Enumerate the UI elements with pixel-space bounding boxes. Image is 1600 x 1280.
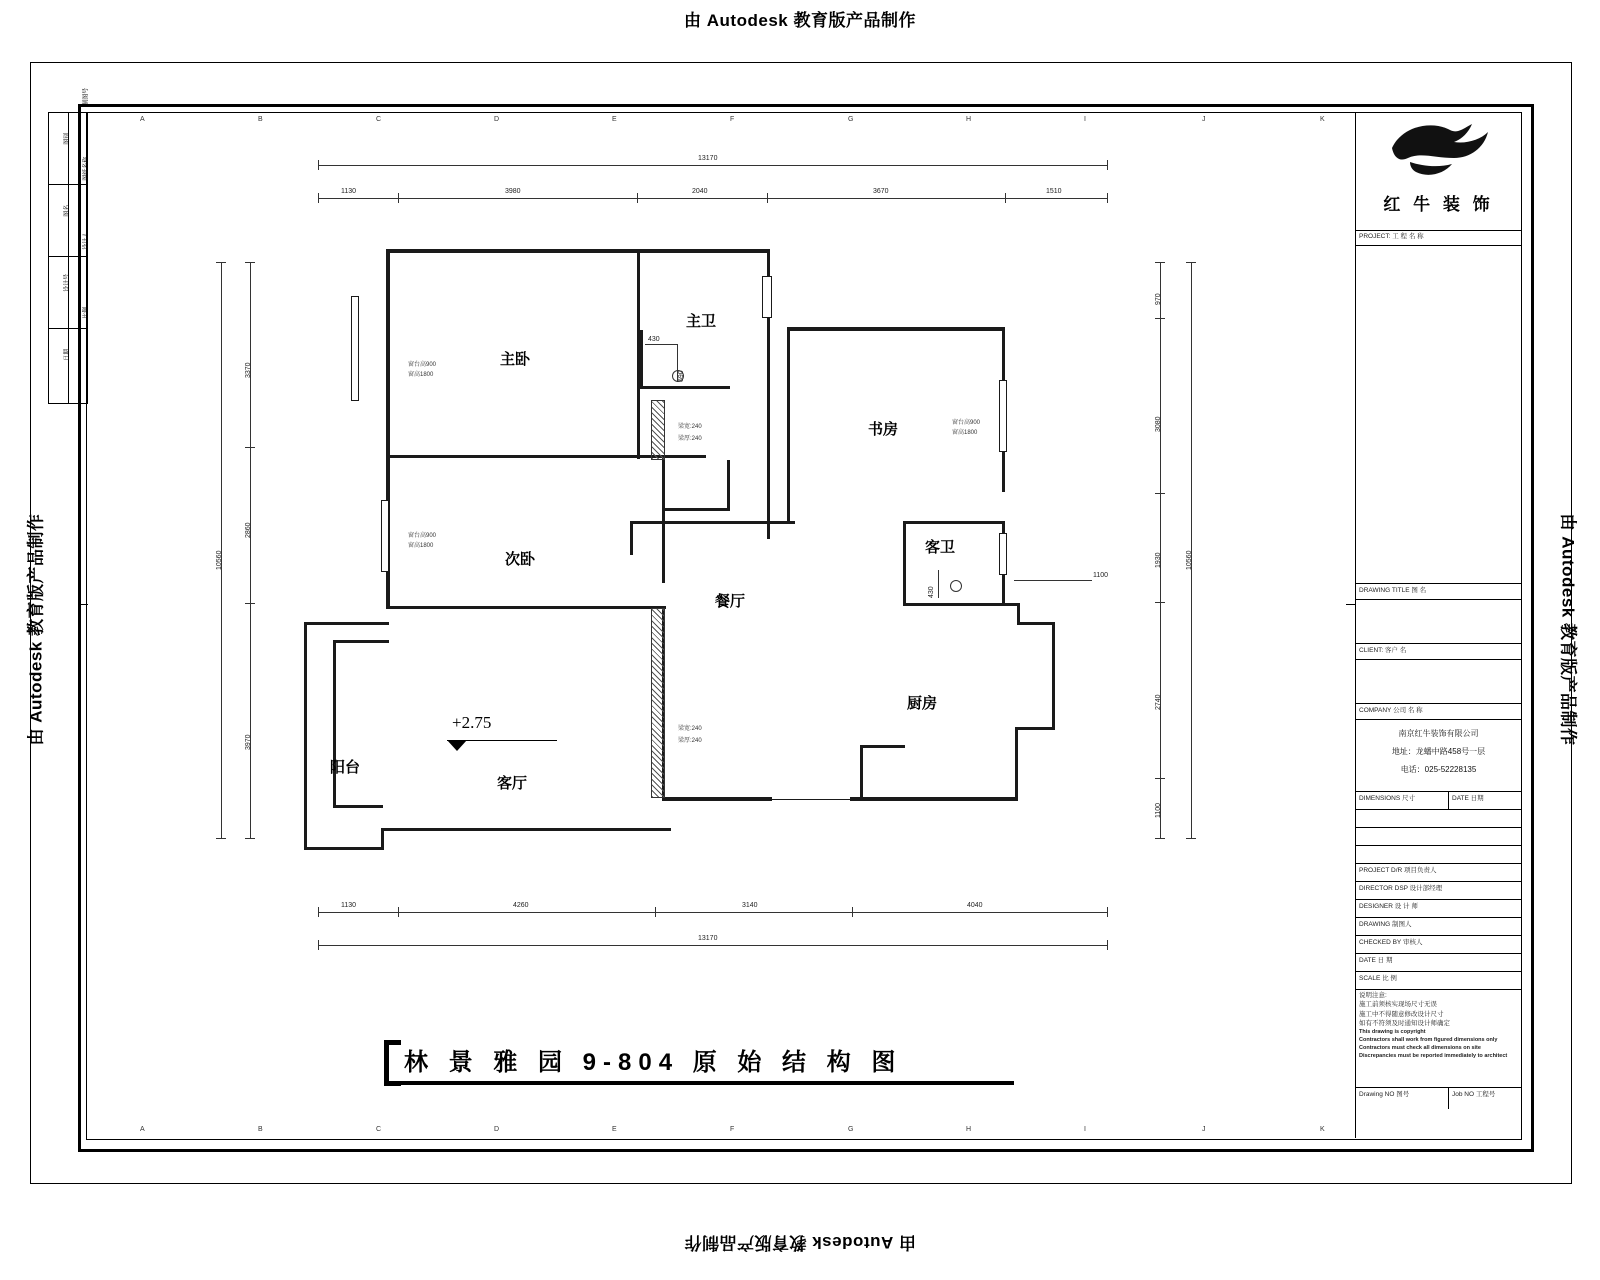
dim-interior-1100-line (1014, 580, 1092, 581)
drawing-title: 林 景 雅 园 9-804 原 始 结 构 图 (404, 1049, 903, 1076)
dim-bottom-seg-3: 4040 (967, 902, 983, 909)
dim-top-total-line (318, 165, 1108, 166)
index-cell-1-top: 图名 (64, 204, 71, 217)
door-line-living (772, 799, 850, 800)
tb-blank-2 (1356, 600, 1521, 644)
note-cn-3: 如有不符须及时通知设计师确定 (1359, 1020, 1450, 1028)
title-underline-2 (384, 1084, 1014, 1085)
dim-right-seg-2: 1930 (1155, 552, 1162, 568)
dim-top-seg-tick-5 (1107, 193, 1108, 203)
index-strip (48, 87, 90, 404)
room-label-balcony: 阳台 (330, 759, 361, 776)
note-cn-0: 说明注意: (1359, 992, 1387, 999)
window-mark-second-b: 窗高1800 (408, 543, 434, 549)
dim-top-seg-1: 3980 (505, 188, 521, 195)
watermark-top: 由 Autodesk 教育版产品制作 (684, 11, 916, 30)
dim-right-tick-4 (1155, 778, 1165, 779)
room-label-master-bath: 主卫 (686, 313, 717, 330)
note-en-3: Discrepancies must be reported immediately to architect (1359, 1052, 1508, 1059)
title-block (1355, 112, 1521, 1138)
window-master-bedroom (351, 296, 359, 401)
beam-hatch-lower (651, 608, 665, 798)
wall-dining-bottom (662, 797, 772, 801)
window-second-bedroom (381, 500, 389, 572)
dim-interior-430b: 430 (928, 586, 935, 598)
wall-dining-upper-2 (727, 460, 730, 510)
wall-kitchen-right-2 (1015, 727, 1055, 730)
grid-letter-bottom-f: F (730, 1126, 735, 1133)
wall-study-bottom-stub (630, 521, 633, 555)
room-label-master-bedroom: 主卧 (500, 351, 531, 368)
window-mark-second: 窗台高900 (408, 533, 437, 539)
title-bracket (384, 1040, 401, 1086)
dim-bottom-total-tick-l (318, 940, 319, 950)
wall-kitchen-left (860, 745, 863, 801)
wall-dining-left (662, 458, 665, 510)
grid-letter-top-k: K (1320, 116, 1325, 123)
dim-top-seg-4: 1510 (1046, 188, 1062, 195)
dim-left-total-tick-t (216, 262, 226, 263)
tb-row-3 (1356, 846, 1521, 864)
tb-company-label: COMPANY 公司 名 称 (1356, 704, 1521, 720)
grid-letter-bottom-i: I (1084, 1126, 1086, 1133)
dim-top-total-tick-r (1107, 160, 1108, 170)
dim-bottom-seg-1: 4260 (513, 902, 529, 909)
window-guest-bath (999, 533, 1007, 575)
tb-footer-job-no: Job NO 工程号 (1452, 1091, 1496, 1098)
room-label-living: 客厅 (497, 775, 528, 792)
tb-project-label: PROJECT: 工 程 名 称 (1356, 230, 1521, 246)
dim-right-seg-4: 1100 (1155, 802, 1162, 818)
dim-top-seg-2: 2040 (692, 188, 708, 195)
window-mark-master: 窗台高900 (408, 362, 437, 368)
watermark-bottom: 由 Autodesk 教育版产品制作 (684, 1233, 916, 1252)
dim-right-total-tick-t (1186, 262, 1196, 263)
toilet-guest (950, 580, 962, 592)
beam-note-1b: 梁厚:240 (678, 436, 702, 442)
wall-kitchen-right-3 (1015, 727, 1018, 801)
tb-row-1 (1356, 810, 1521, 828)
dim-top-seg-tick-3 (767, 193, 768, 203)
dim-top-seg-tick-4 (1005, 193, 1006, 203)
dim-top-seg-tick-1 (398, 193, 399, 203)
tb-row-drawing: DRAWING 制图人 (1356, 918, 1521, 936)
tb-blank-3 (1356, 660, 1521, 704)
company-line-0: 南京红牛装饰有限公司 (1398, 729, 1479, 738)
beam-note-2: 梁宽:240 (678, 726, 702, 732)
grid-letter-top-b: B (258, 116, 263, 123)
dim-right-tick-2 (1155, 493, 1165, 494)
dim-top-seg-0: 1130 (341, 188, 357, 195)
company-line-1: 地址：龙蟠中路458号一层 (1391, 747, 1486, 756)
grid-tick-left (78, 604, 88, 605)
tb-row-0 (1356, 792, 1521, 810)
tb-row-2 (1356, 828, 1521, 846)
wall-guest-bath-bottom (903, 603, 1013, 606)
wall-study-left (787, 327, 790, 522)
dim-left-seg-0: 3370 (245, 362, 252, 378)
window-mark-study-b: 窗高1800 (952, 430, 978, 436)
grid-letter-top-e: E (612, 116, 617, 123)
grid-letter-top-g: G (848, 116, 854, 123)
tb-row-0-left: DIMENSIONS 尺寸 (1359, 795, 1415, 802)
grid-letter-bottom-e: E (612, 1126, 617, 1133)
room-label-second-bedroom: 次卧 (505, 551, 536, 568)
dim-right-seg-1: 3080 (1155, 416, 1162, 432)
grid-letter-bottom-j: J (1202, 1126, 1206, 1133)
wall-master-bath-bottom (640, 386, 730, 389)
grid-letter-bottom-g: G (848, 1126, 854, 1133)
dim-bottom-tick-1 (398, 907, 399, 917)
note-cn-2: 施工中不得随意修改设计尺寸 (1359, 1010, 1444, 1018)
grid-letter-bottom-d: D (494, 1126, 500, 1133)
wall-second-bed-bottom (386, 606, 666, 609)
tb-footer-drawing-no: Drawing NO 图号 (1359, 1091, 1410, 1098)
wall-living-bottom-step (381, 828, 384, 850)
index-cell-0-bottom: 制图号 (83, 87, 90, 106)
wall-living-top-partition (333, 640, 389, 643)
wall-bedroom-divider-2 (506, 455, 706, 458)
dim-top-seg-line (318, 198, 1108, 199)
grid-letter-bottom-k: K (1320, 1126, 1325, 1133)
window-mark-master-b: 窗高1800 (408, 372, 434, 378)
wall-bedroom-divider (386, 455, 506, 458)
room-label-guest-bath: 客卫 (925, 539, 956, 556)
tb-drawing-title-label: DRAWING TITLE 图 名 (1356, 584, 1521, 600)
wall-kitchen-top-3 (1017, 622, 1055, 625)
grid-letter-top-a: A (140, 116, 145, 123)
note-en-0: This drawing is copyright (1359, 1028, 1426, 1035)
dim-right-total-tick-b (1186, 838, 1196, 839)
dim-top-seg-tick-0 (318, 193, 319, 203)
note-en-2: Contractors must check all dimensions on site (1359, 1044, 1481, 1051)
dim-right-tick-3 (1155, 602, 1165, 603)
dim-bottom-total: 13170 (698, 935, 718, 942)
wall-living-left-2 (333, 805, 383, 808)
note-cn-1: 施工前须核实现场尺寸无误 (1359, 1001, 1437, 1009)
grid-letter-top-d: D (494, 116, 500, 123)
wall-living-bottom (381, 828, 671, 831)
dim-right-tick-5 (1155, 838, 1165, 839)
dim-top-total-tick-l (318, 160, 319, 170)
dim-left-total-tick-b (216, 838, 226, 839)
dim-bottom-tick-4 (1107, 907, 1108, 917)
tb-notes-block (1356, 990, 1521, 1088)
note-en-1: Contractors shall work from figured dimensions only (1359, 1036, 1498, 1043)
tb-row-date: DATE 日 期 (1356, 954, 1521, 972)
tb-row-designer: DESIGNER 设 计 师 (1356, 900, 1521, 918)
wall-dining-bottom-2 (850, 797, 1015, 801)
company-line-2: 电话：025-52228135 (1400, 765, 1477, 774)
dim-left-seg-tick-3 (245, 838, 255, 839)
tb-row-0-right: DATE 日期 (1452, 795, 1484, 802)
room-label-study: 书房 (868, 421, 899, 438)
dim-right-seg-0: 970 (1155, 293, 1162, 305)
wall-living-left (333, 640, 336, 805)
dim-right-seg-3: 2740 (1155, 694, 1162, 710)
beam-note-2b: 梁厚:240 (678, 738, 702, 744)
wall-balcony-bottom (304, 847, 384, 850)
dim-right-total: 10560 (1186, 550, 1193, 570)
tb-footer-divider (1448, 1088, 1449, 1109)
window-master-bath (762, 276, 772, 318)
dim-top-seg-3: 3670 (873, 188, 889, 195)
dim-top-total: 13170 (698, 155, 718, 162)
tb-client-label: CLIENT: 客户 名 (1356, 644, 1521, 660)
tb-row-project-dr: PROJECT D/R 项目负责人 (1356, 864, 1521, 882)
wall-master-bath-top (640, 249, 770, 253)
dim-interior-690: 690 (678, 370, 685, 382)
elevation-value: +2.75 (452, 713, 492, 732)
wall-guest-bath-left (903, 521, 906, 606)
room-label-kitchen: 厨房 (907, 695, 938, 712)
grid-letter-bottom-c: C (376, 1126, 382, 1133)
dim-bottom-seg-0: 1130 (341, 902, 357, 909)
grid-letter-top-i: I (1084, 116, 1086, 123)
window-mark-study: 窗台高900 (952, 420, 981, 426)
index-cell-1-bottom: 图纸名称 (83, 156, 90, 181)
grid-letter-bottom-h: H (966, 1126, 972, 1133)
dim-left-seg-tick-1 (245, 447, 255, 448)
dim-interior-430b-line (938, 570, 939, 598)
dim-left-seg-line (250, 262, 251, 838)
wall-study-top (787, 327, 1005, 331)
wall-balcony-top (304, 622, 389, 625)
beam-hatch-upper (651, 400, 665, 460)
tb-row-director: DIRECTOR DSP 设计部经理 (1356, 882, 1521, 900)
window-study (999, 380, 1007, 452)
logo-box (1356, 112, 1521, 231)
grid-letter-bottom-a: A (140, 1126, 145, 1133)
dim-right-tick-1 (1155, 318, 1165, 319)
dim-interior-1100: 1100 (1093, 572, 1109, 579)
sheet-inner-border-2 (86, 112, 1522, 1140)
grid-letter-bottom-b: B (258, 1126, 263, 1133)
index-cell-3-bottom: 比例 (83, 306, 90, 319)
logo-text: 红 牛 装 饰 (1383, 195, 1494, 214)
watermark-left: 由 Autodesk 教育版产品制作 (26, 513, 46, 746)
index-cell-3-top: 日期 (64, 348, 71, 361)
room-label-dining: 餐厅 (715, 593, 746, 610)
dim-left-seg-2: 3970 (245, 734, 252, 750)
tb-row-checked: CHECKED BY 审核人 (1356, 936, 1521, 954)
dim-bottom-total-tick-r (1107, 940, 1108, 950)
index-cell-2-top: 设计号 (64, 273, 71, 292)
index-cell-2-bottom: 设计人 (83, 231, 90, 250)
tb-row-0-divider (1448, 792, 1449, 809)
dim-bottom-tick-3 (852, 907, 853, 917)
watermark-right: 由 Autodesk 教育版产品制作 (1558, 513, 1578, 746)
dim-bottom-seg-2: 3140 (742, 902, 758, 909)
grid-letter-top-h: H (966, 116, 972, 123)
wall-master-bath-left (640, 330, 643, 388)
dim-top-seg-tick-2 (637, 193, 638, 203)
dim-left-seg-tick-2 (245, 603, 255, 604)
wall-study-bottom-2 (903, 521, 1005, 524)
wall-dining-upper (664, 508, 730, 511)
grid-letter-top-f: F (730, 116, 735, 123)
tb-footer (1356, 1088, 1521, 1110)
dim-bottom-tick-2 (655, 907, 656, 917)
dim-left-seg-tick-0 (245, 262, 255, 263)
dim-left-seg-1: 2860 (245, 522, 252, 538)
index-cell-0-top: 图别 (64, 132, 71, 145)
toilet-master (672, 370, 684, 382)
tb-company-block (1356, 720, 1521, 792)
grid-letter-top-j: J (1202, 116, 1206, 123)
dim-right-seg-line (1160, 262, 1161, 838)
dim-interior-430: 430 (648, 336, 660, 343)
dim-bottom-total-line (318, 945, 1108, 946)
wall-balcony-left (304, 622, 307, 850)
grid-letter-top-c: C (376, 116, 382, 123)
elevation-triangle-icon (447, 740, 467, 751)
dim-interior-430-line (645, 344, 677, 345)
dim-left-total: 10560 (216, 550, 223, 570)
wall-kitchen-right (1052, 622, 1055, 727)
dim-bottom-seg-line (318, 912, 1108, 913)
wall-kitchen-left-2 (860, 745, 905, 748)
dim-bottom-tick-0 (318, 907, 319, 917)
dim-right-tick-0 (1155, 262, 1165, 263)
bull-logo-icon (1384, 118, 1494, 186)
tb-row-scale: SCALE 比 例 (1356, 972, 1521, 990)
wall-study-bottom (630, 521, 795, 524)
tb-blank-1 (1356, 246, 1521, 584)
beam-note-1: 梁宽:240 (678, 424, 702, 430)
